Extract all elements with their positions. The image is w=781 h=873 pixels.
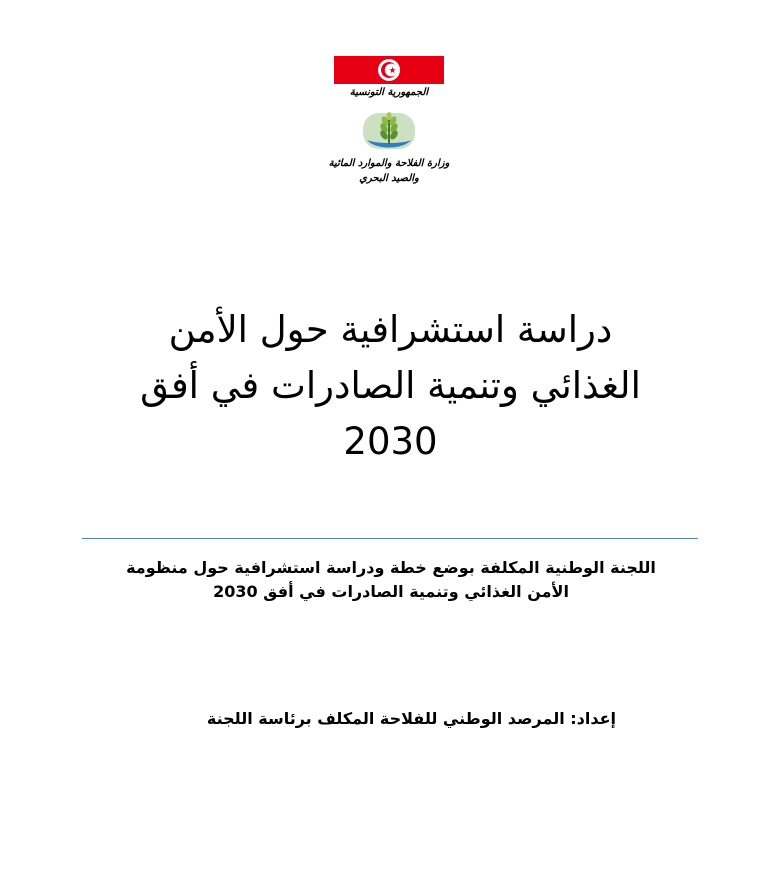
republic-label: الجمهورية التونسية xyxy=(349,87,429,98)
ministry-line-1: وزارة الفلاحة والموارد المائية xyxy=(328,158,450,169)
subtitle-line-2: الأمن الغذائي وتنمية الصادرات في أفق 2030 xyxy=(213,582,569,601)
wheat-emblem-icon xyxy=(359,110,419,156)
title-line-1: دراسة استشرافية حول الأمن xyxy=(168,308,613,351)
title-line-2: الغذائي وتنمية الصادرات في أفق xyxy=(140,364,641,407)
horizontal-divider xyxy=(82,538,698,539)
subtitle-line-1: اللجنة الوطنية المكلفة بوضع خطة ودراسة استشرافية حول منظومة xyxy=(126,558,656,577)
ministry-label xyxy=(326,156,452,186)
ministry-line-2: والصيد البحري xyxy=(359,173,419,184)
title-line-3: 2030 xyxy=(343,420,438,463)
committee-subtitle xyxy=(96,556,686,604)
tunisia-flag-icon xyxy=(334,56,444,84)
prepared-by: إعداد: المرصد الوطني للفلاحة المكلف برئاسة اللجنة xyxy=(206,709,616,728)
document-title xyxy=(60,302,721,470)
